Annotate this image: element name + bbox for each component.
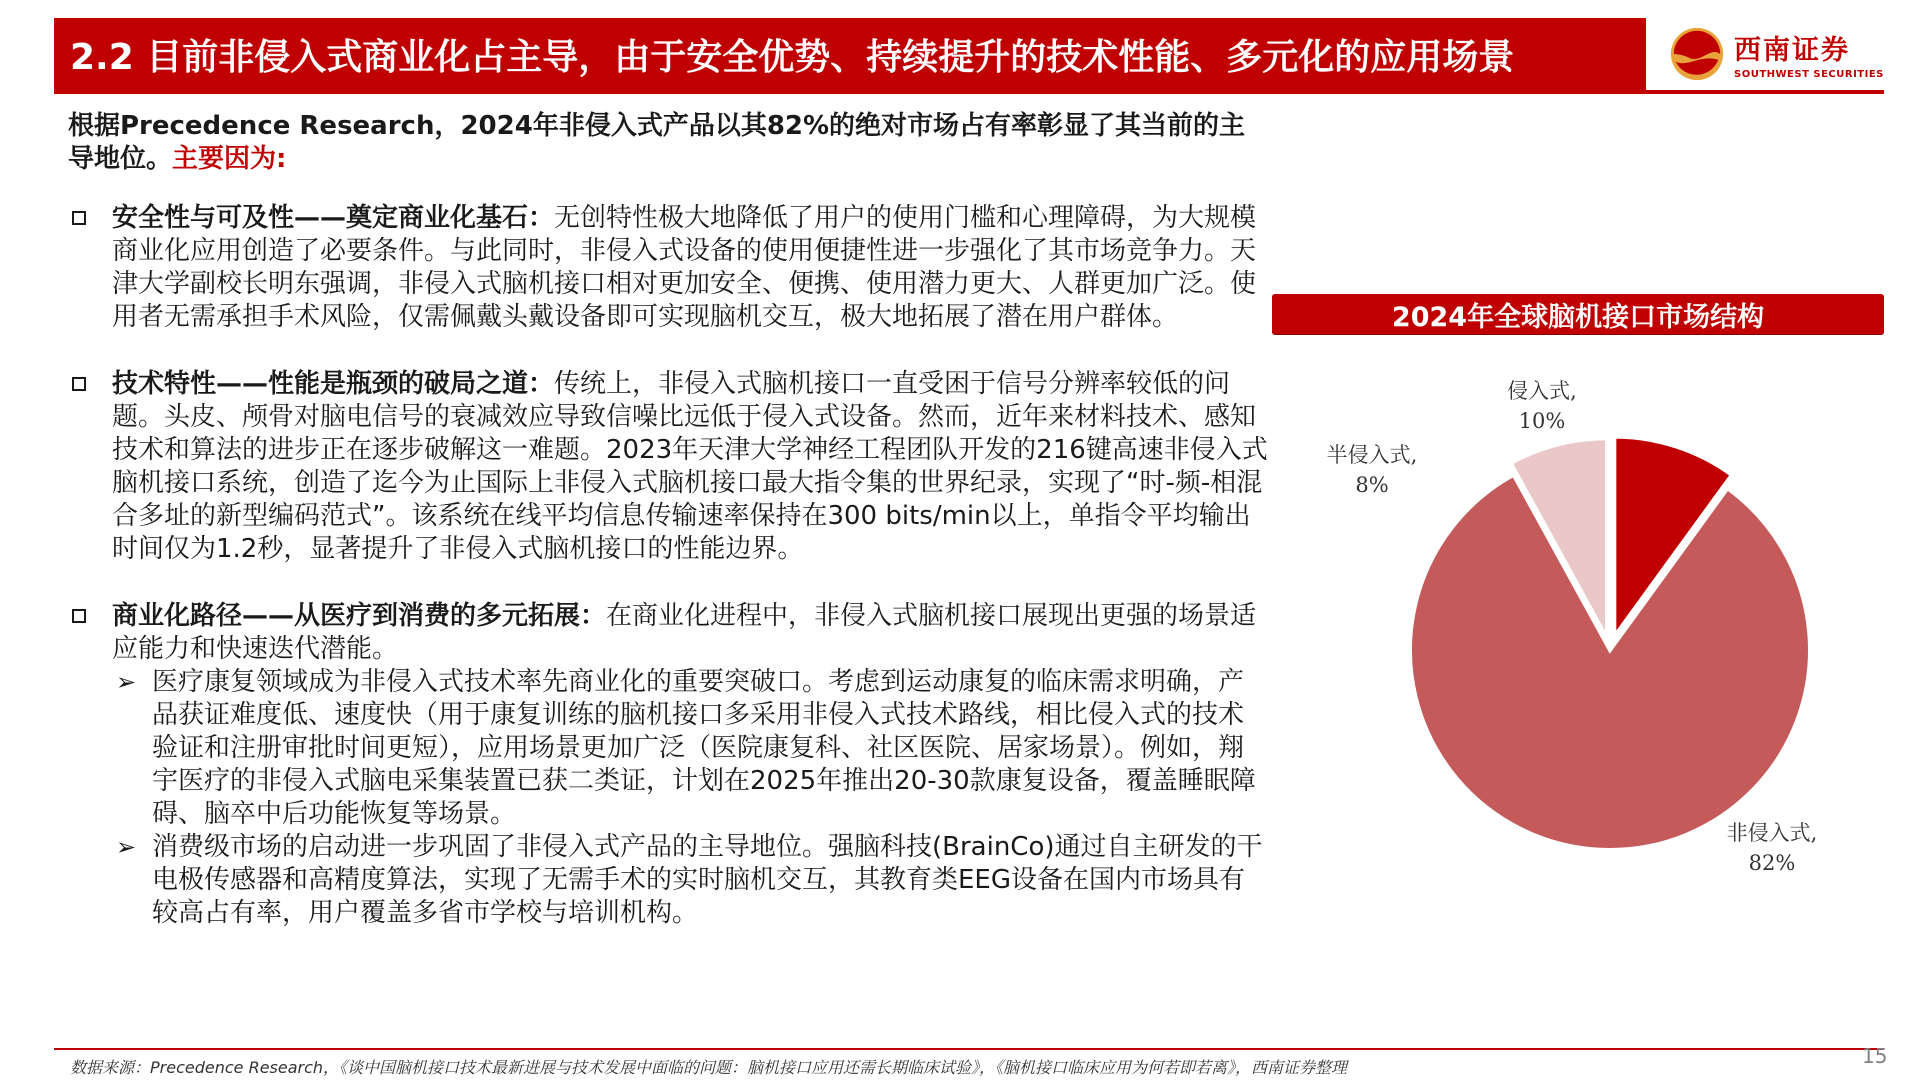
section-commercialization [68,600,1268,930]
page-number: 15 [1862,1044,1888,1068]
intro-text: 根据Precedence Research，2024年非侵入式产品以其82%的绝对市场占有率彰显了其当前的主导地位。 [68,111,1246,174]
pie-slice [1410,475,1810,850]
arrow-bullet-icon: ➢ [116,833,137,861]
title-bar [54,18,1646,90]
checkbox-bullet-icon [72,211,86,225]
pie-slice-name: 半侵入式, [1326,443,1418,467]
sub-bullet-text: 消费级市场的启动进一步巩固了非侵入式产品的主导地位。强脑科技(BrainCo)通过自主研发的干电极传感器和高精度算法，实现了无需手术的实时脑机交互，其教育类EEG设备在国内市场具有较高占有率，用户覆盖多省市学校与培训机构。 [152,832,1263,928]
intro-paragraph [68,110,1268,176]
section-heading: 安全性与可及性——奠定商业化基石： [112,203,555,233]
section-body: 在商业化进程中，非侵入式脑机接口展现出更强的场景适应能力和快速迭代潜能。 [112,601,1257,664]
page-title: 2.2 目前非侵入式商业化占主导，由于安全优势、持续提升的技术性能、多元化的应用场景 [70,36,1515,78]
checkbox-bullet-icon [72,609,86,623]
section-body: 无创特性极大地降低了用户的使用门槛和心理障碍，为大规模商业化应用创造了必要条件。与此同时，非侵入式设备的使用便捷性进一步强化了其市场竞争力。天津大学副校长明东强调，非侵入式脑机接口相对更加安全、便携、使用潜力更大、人群更加广泛。使用者无需承担手术风险，仅需佩戴头戴设备即可实现脑机交互，极大地拓展了潜在用户群体。 [112,203,1257,332]
intro-accent: 主要因为: [172,144,287,174]
chart-title: 2024年全球脑机接口市场结构 [1272,294,1884,334]
title-underline [54,90,1884,94]
pie-slice-value: 10% [1518,409,1566,433]
main-content [68,110,1268,930]
checkbox-bullet-icon [72,377,86,391]
pie-slice-name: 侵入式, [1507,379,1577,403]
footer-divider [54,1048,1884,1050]
logo-text-cn: 西南证券 [1734,35,1850,66]
sub-bullet-consumer [112,831,1268,930]
pie-slice-value: 8% [1355,473,1389,497]
pie-slice-name: 非侵入式, [1726,821,1818,845]
sub-bullet-medical [112,666,1268,831]
sub-bullet-text: 医疗康复领域成为非侵入式技术率先商业化的重要突破口。考虑到运动康复的临床需求明确，产品获证难度低、速度快（用于康复训练的脑机接口多采用非侵入式技术路线，相比侵入式的技术验证和注册审批时间更短），应用场景更加广泛（医院康复科、社区医院、居家场景）。例如，翔宇医疗的非侵入式脑电采集装置已获二类证，计划在2025年推出20-30款康复设备，覆盖睡眠障碍、脑卒中后功能恢复等场景。 [152,667,1256,829]
pie-slice-value: 82% [1748,851,1796,875]
company-logo [1668,22,1884,86]
section-heading: 商业化路径——从医疗到消费的多元拓展： [112,601,607,631]
logo-emblem-icon [1668,25,1726,83]
section-body: 传统上，非侵入式脑机接口一直受困于信号分辨率较低的问题。头皮、颅骨对脑电信号的衰减效应导致信噪比远低于侵入式设备。然而，近年来材料技术、感知技术和算法的进步正在逐步破解这一难题。2023年天津大学神经工程团队开发的216键高速非侵入式脑机接口系统，创造了迄今为止国际上非侵入式脑机接口最大指令集的世界纪录，实现了“时-频-相混合多址的新型编码范式”。该系统在线平均信息传输速率保持在300 bits/min以上，单指令平均输出时间仅为1.2秒，显著提升了非侵入式脑机接口的性能边界。 [112,369,1268,564]
pie-chart [1272,350,1884,910]
section-safety [68,202,1268,334]
arrow-bullet-icon: ➢ [116,668,137,696]
section-heading: 技术特性——性能是瓶颈的破局之道： [112,369,555,399]
section-technology [68,368,1268,566]
pie-chart-svg [1272,350,1884,910]
source-note: 数据来源：Precedence Research，《谈中国脑机接口技术最新进展与技术发展中面临的问题：脑机接口应用还需长期临床试验》，《脑机接口临床应用为何若即若离》，西南证券整理 [70,1058,1348,1077]
logo-text-en: SOUTHWEST SECURITIES [1734,69,1884,80]
